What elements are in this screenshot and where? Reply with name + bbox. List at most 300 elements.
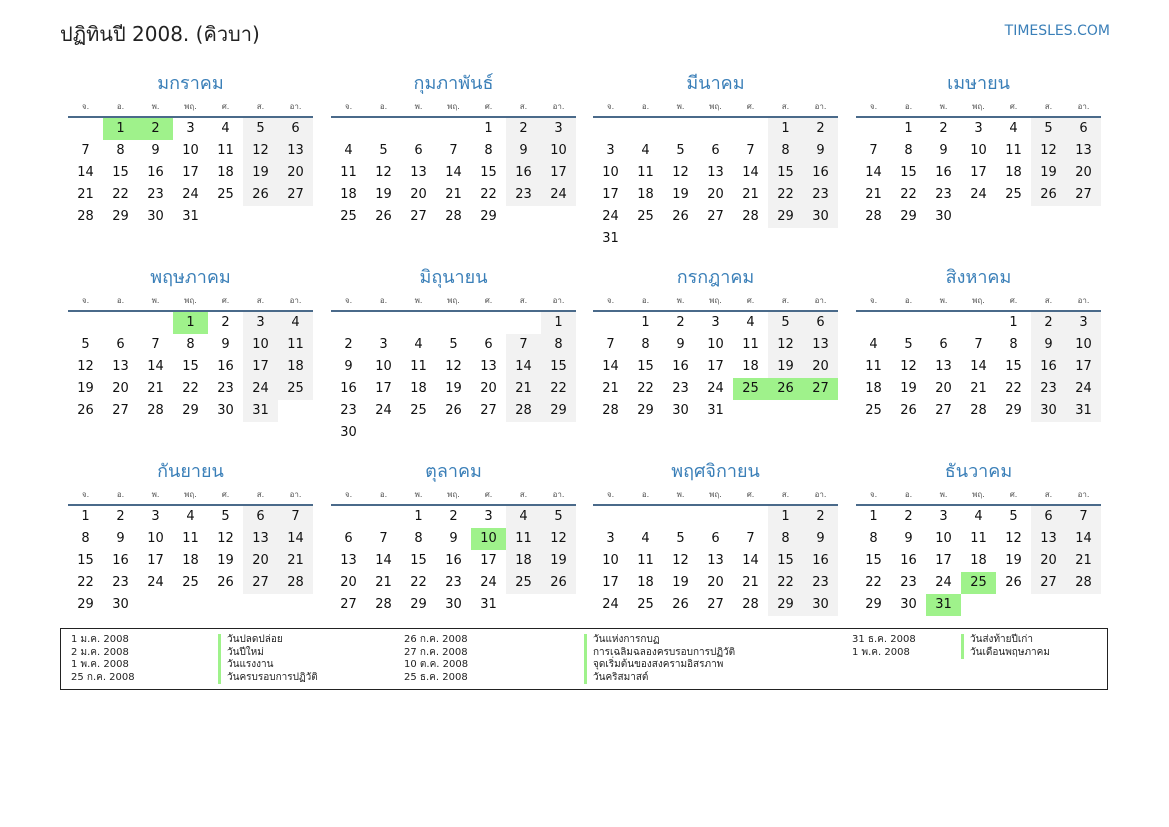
day-cell: 29 [112, 209, 129, 224]
day-cell: 8 [768, 140, 803, 162]
day-cell: 5 [1031, 118, 1066, 140]
weekday-header: พ. [138, 486, 173, 506]
empty-cell [628, 506, 663, 528]
day-cell: 13 [935, 359, 952, 374]
day-cell: 23 [506, 184, 541, 206]
day-cell: 17 [602, 187, 619, 202]
day-cell: 5 [449, 337, 458, 352]
weekday-header: อา. [1066, 98, 1101, 118]
day-cell: 28 [278, 572, 313, 594]
day-cell: 12 [541, 528, 576, 550]
day-cell: 19 [375, 187, 392, 202]
day-cell: 24 [602, 209, 619, 224]
empty-cell [331, 118, 366, 140]
legend-holiday-name: วันปลดปล่อย [218, 634, 283, 647]
day-cell: 8 [81, 531, 90, 546]
day-cell: 21 [278, 550, 313, 572]
weekday-header: ศ. [208, 486, 243, 506]
day-cell: 11 [217, 143, 234, 158]
day-cell: 24 [602, 597, 619, 612]
day-cell: 26 [243, 184, 278, 206]
day-cell: 29 [541, 400, 576, 422]
day-cell: 1 [641, 315, 650, 330]
weekday-header: ศ. [733, 98, 768, 118]
day-cell: 8 [414, 531, 423, 546]
weekday-header: จ. [68, 98, 103, 118]
legend-date: 26 ก.ค. 2008 [404, 634, 468, 645]
weekday-header: จ. [331, 486, 366, 506]
weekday-header: ส. [506, 292, 541, 312]
day-cell: 29 [1005, 403, 1022, 418]
day-cell: 6 [711, 531, 720, 546]
day-cell: 6 [711, 143, 720, 158]
month-grid [856, 486, 1101, 616]
day-cell: 10 [243, 334, 278, 356]
empty-cell [733, 118, 768, 140]
day-cell: 25 [410, 403, 427, 418]
day-cell: 29 [77, 597, 94, 612]
holiday-day-cell: 10 [471, 528, 506, 550]
empty-cell [331, 312, 366, 334]
day-cell: 16 [803, 550, 838, 572]
day-cell: 26 [1031, 184, 1066, 206]
weekday-header: อา. [1066, 292, 1101, 312]
day-cell: 7 [1066, 506, 1101, 528]
day-cell: 20 [803, 356, 838, 378]
month-grid [593, 486, 838, 616]
month-grid [68, 486, 313, 616]
day-cell: 17 [182, 165, 199, 180]
day-cell: 21 [147, 381, 164, 396]
day-cell: 12 [672, 553, 689, 568]
day-cell: 1 [81, 509, 90, 524]
day-cell: 9 [221, 337, 230, 352]
weekday-header: ส. [243, 486, 278, 506]
month-name: มิถุนายน [419, 267, 488, 288]
weekday-header: อ. [366, 292, 401, 312]
legend-date: 25 ก.ค. 2008 [71, 671, 135, 683]
day-cell: 27 [480, 403, 497, 418]
day-cell: 5 [1009, 509, 1018, 524]
day-cell: 7 [606, 337, 615, 352]
day-cell: 11 [410, 359, 427, 374]
day-cell: 14 [742, 165, 759, 180]
holiday-day-cell: 26 [768, 378, 803, 400]
weekday-header: จ. [331, 292, 366, 312]
day-cell: 23 [803, 184, 838, 206]
month-grid [856, 292, 1101, 422]
day-cell: 26 [541, 572, 576, 594]
day-cell: 16 [900, 553, 917, 568]
weekday-header: ส. [1031, 292, 1066, 312]
month-name: กันยายน [157, 461, 224, 482]
weekday-header: พฤ. [436, 98, 471, 118]
day-cell: 17 [375, 381, 392, 396]
legend-date: 2 ม.ค. 2008 [71, 646, 129, 658]
empty-cell [733, 506, 768, 528]
day-cell: 28 [445, 209, 462, 224]
weekday-header: พฤ. [961, 486, 996, 506]
day-cell: 11 [637, 165, 654, 180]
day-cell: 10 [147, 531, 164, 546]
site-link[interactable]: TIMESLES.COM [1004, 23, 1110, 39]
day-cell: 25 [340, 209, 357, 224]
legend-date: 1 พ.ค. 2008 [71, 659, 129, 670]
day-cell: 28 [865, 209, 882, 224]
holiday-day-cell: 25 [733, 378, 768, 400]
day-cell: 15 [410, 553, 427, 568]
day-cell: 21 [77, 187, 94, 202]
empty-cell [506, 312, 541, 334]
day-cell: 11 [340, 165, 357, 180]
weekday-header: พ. [401, 486, 436, 506]
day-cell: 10 [182, 143, 199, 158]
day-cell: 18 [182, 553, 199, 568]
day-cell: 10 [970, 143, 987, 158]
day-cell: 23 [217, 381, 234, 396]
holiday-day-cell: 31 [926, 594, 961, 616]
day-cell: 12 [217, 531, 234, 546]
day-cell: 23 [445, 575, 462, 590]
day-cell: 30 [340, 425, 357, 440]
day-cell: 20 [1066, 162, 1101, 184]
day-cell: 18 [637, 187, 654, 202]
day-cell: 11 [506, 528, 541, 550]
day-cell: 12 [900, 359, 917, 374]
day-cell: 3 [379, 337, 388, 352]
day-cell: 28 [742, 209, 759, 224]
day-cell: 5 [221, 509, 230, 524]
day-cell: 21 [506, 378, 541, 400]
day-cell: 25 [217, 187, 234, 202]
day-cell: 21 [970, 381, 987, 396]
day-cell: 18 [742, 359, 759, 374]
weekday-header: พ. [401, 292, 436, 312]
weekday-header: พฤ. [961, 98, 996, 118]
weekday-header: พฤ. [173, 98, 208, 118]
day-cell: 22 [182, 381, 199, 396]
weekday-header: อา. [803, 292, 838, 312]
day-cell: 29 [768, 594, 803, 616]
month-block [68, 70, 313, 228]
day-cell: 7 [746, 531, 755, 546]
day-cell: 19 [1031, 162, 1066, 184]
legend-holiday-name: วันแห่งการกบฏ [584, 634, 660, 647]
day-cell: 19 [672, 187, 689, 202]
day-cell: 7 [869, 143, 878, 158]
day-cell: 20 [112, 381, 129, 396]
day-cell: 26 [445, 403, 462, 418]
day-cell: 15 [865, 553, 882, 568]
day-cell: 30 [147, 209, 164, 224]
day-cell: 19 [768, 356, 803, 378]
day-cell: 14 [742, 553, 759, 568]
day-cell: 27 [112, 403, 129, 418]
day-cell: 19 [217, 553, 234, 568]
legend-date: 31 ธ.ค. 2008 [852, 634, 916, 645]
day-cell: 21 [1066, 550, 1101, 572]
day-cell: 22 [865, 575, 882, 590]
day-cell: 9 [449, 531, 458, 546]
day-cell: 3 [1066, 312, 1101, 334]
empty-cell [138, 312, 173, 334]
day-cell: 24 [375, 403, 392, 418]
day-cell: 27 [935, 403, 952, 418]
day-cell: 13 [410, 165, 427, 180]
weekday-header: อา. [541, 292, 576, 312]
day-cell: 29 [480, 209, 497, 224]
weekday-header: พ. [926, 292, 961, 312]
day-cell: 19 [900, 381, 917, 396]
weekday-header: พฤ. [173, 292, 208, 312]
legend-holiday-name: วันส่งท้ายปีเก่า [961, 634, 1033, 647]
day-cell: 19 [445, 381, 462, 396]
weekday-header: ศ. [733, 486, 768, 506]
month-block [68, 264, 313, 422]
month-name: เมษายน [947, 73, 1010, 94]
day-cell: 10 [541, 140, 576, 162]
day-cell: 29 [182, 403, 199, 418]
day-cell: 13 [707, 553, 724, 568]
weekday-header: ศ. [996, 292, 1031, 312]
day-cell: 30 [900, 597, 917, 612]
day-cell: 9 [803, 528, 838, 550]
day-cell: 1 [768, 506, 803, 528]
day-cell: 28 [602, 403, 619, 418]
day-cell: 14 [1066, 528, 1101, 550]
legend-date: 25 ธ.ค. 2008 [404, 671, 468, 683]
day-cell: 15 [900, 165, 917, 180]
day-cell: 13 [1031, 528, 1066, 550]
weekday-header: พ. [926, 98, 961, 118]
day-cell: 11 [865, 359, 882, 374]
day-cell: 12 [768, 334, 803, 356]
weekday-header: ศ. [208, 292, 243, 312]
day-cell: 15 [768, 550, 803, 572]
empty-cell [366, 312, 401, 334]
day-cell: 10 [602, 553, 619, 568]
weekday-header: อ. [366, 486, 401, 506]
month-block [593, 458, 838, 616]
day-cell: 3 [606, 143, 615, 158]
day-cell: 30 [672, 403, 689, 418]
day-cell: 6 [1066, 118, 1101, 140]
empty-cell [663, 118, 698, 140]
day-cell: 9 [676, 337, 685, 352]
weekday-header: อ. [891, 98, 926, 118]
day-cell: 4 [974, 509, 983, 524]
empty-cell [698, 118, 733, 140]
day-cell: 9 [904, 531, 913, 546]
day-cell: 22 [77, 575, 94, 590]
day-cell: 26 [900, 403, 917, 418]
empty-cell [103, 312, 138, 334]
day-cell: 5 [81, 337, 90, 352]
empty-cell [331, 506, 366, 528]
weekday-header: ส. [1031, 486, 1066, 506]
month-grid [856, 98, 1101, 228]
day-cell: 21 [445, 187, 462, 202]
day-cell: 17 [480, 553, 497, 568]
page-title: ปฏิทินปี 2008. (คิวบา) [60, 22, 260, 46]
day-cell: 16 [112, 553, 129, 568]
day-cell: 31 [707, 403, 724, 418]
day-cell: 14 [970, 359, 987, 374]
empty-cell [593, 312, 628, 334]
weekday-header: อา. [541, 98, 576, 118]
day-cell: 16 [147, 165, 164, 180]
day-cell: 2 [506, 118, 541, 140]
day-cell: 22 [768, 572, 803, 594]
weekday-header: พ. [663, 98, 698, 118]
month-block [331, 264, 576, 444]
month-name: พฤษภาคม [150, 267, 231, 288]
legend-date: 1 พ.ค. 2008 [852, 646, 910, 658]
day-cell: 17 [970, 165, 987, 180]
day-cell: 3 [151, 509, 160, 524]
weekday-header: อา. [803, 98, 838, 118]
day-cell: 21 [742, 187, 759, 202]
day-cell: 27 [243, 572, 278, 594]
day-cell: 2 [803, 118, 838, 140]
day-cell: 7 [506, 334, 541, 356]
day-cell: 20 [935, 381, 952, 396]
day-cell: 7 [449, 143, 458, 158]
day-cell: 26 [1005, 575, 1022, 590]
day-cell: 22 [112, 187, 129, 202]
weekday-header: พฤ. [961, 292, 996, 312]
day-cell: 22 [900, 187, 917, 202]
month-grid [68, 292, 313, 422]
day-cell: 7 [81, 143, 90, 158]
day-cell: 4 [869, 337, 878, 352]
day-cell: 29 [410, 597, 427, 612]
holiday-day-cell: 27 [803, 378, 838, 400]
day-cell: 8 [541, 334, 576, 356]
month-block [331, 458, 576, 616]
day-cell: 24 [243, 378, 278, 400]
day-cell: 11 [970, 531, 987, 546]
day-cell: 26 [672, 209, 689, 224]
day-cell: 30 [1031, 400, 1066, 422]
day-cell: 27 [1031, 572, 1066, 594]
day-cell: 2 [1031, 312, 1066, 334]
month-grid [331, 486, 576, 616]
day-cell: 9 [344, 359, 353, 374]
day-cell: 4 [344, 143, 353, 158]
weekday-header: อ. [103, 486, 138, 506]
day-cell: 8 [1009, 337, 1018, 352]
day-cell: 15 [182, 359, 199, 374]
month-grid [593, 98, 838, 250]
day-cell: 2 [449, 509, 458, 524]
day-cell: 26 [375, 209, 392, 224]
day-cell: 9 [1031, 334, 1066, 356]
day-cell: 24 [480, 575, 497, 590]
day-cell: 23 [1031, 378, 1066, 400]
empty-cell [366, 506, 401, 528]
day-cell: 3 [974, 121, 983, 136]
day-cell: 28 [77, 209, 94, 224]
weekday-header: ส. [768, 486, 803, 506]
day-cell: 2 [803, 506, 838, 528]
day-cell: 20 [1031, 550, 1066, 572]
month-grid [593, 292, 838, 422]
day-cell: 29 [900, 209, 917, 224]
day-cell: 20 [707, 187, 724, 202]
day-cell: 30 [217, 403, 234, 418]
day-cell: 17 [602, 575, 619, 590]
empty-cell [663, 506, 698, 528]
day-cell: 30 [803, 594, 838, 616]
legend-holiday-name: วันปีใหม่ [218, 647, 264, 660]
day-cell: 7 [746, 143, 755, 158]
day-cell: 18 [1005, 165, 1022, 180]
day-cell: 19 [1005, 553, 1022, 568]
day-cell: 2 [221, 315, 230, 330]
day-cell: 19 [243, 162, 278, 184]
day-cell: 25 [865, 403, 882, 418]
day-cell: 8 [116, 143, 125, 158]
empty-cell [436, 118, 471, 140]
day-cell: 9 [803, 140, 838, 162]
empty-cell [593, 118, 628, 140]
weekday-header: อา. [1066, 486, 1101, 506]
day-cell: 9 [939, 143, 948, 158]
day-cell: 12 [672, 165, 689, 180]
empty-cell [856, 312, 891, 334]
month-name: มีนาคม [686, 73, 745, 94]
holiday-day-cell: 2 [138, 118, 173, 140]
day-cell: 24 [970, 187, 987, 202]
day-cell: 23 [672, 381, 689, 396]
day-cell: 13 [707, 165, 724, 180]
day-cell: 24 [707, 381, 724, 396]
day-cell: 26 [672, 597, 689, 612]
day-cell: 24 [182, 187, 199, 202]
empty-cell [628, 118, 663, 140]
day-cell: 3 [711, 315, 720, 330]
day-cell: 4 [506, 506, 541, 528]
day-cell: 16 [217, 359, 234, 374]
day-cell: 22 [541, 378, 576, 400]
day-cell: 27 [278, 184, 313, 206]
day-cell: 1 [541, 312, 576, 334]
empty-cell [698, 506, 733, 528]
day-cell: 14 [506, 356, 541, 378]
weekday-header: ส. [243, 292, 278, 312]
day-cell: 31 [243, 400, 278, 422]
weekday-header: อา. [803, 486, 838, 506]
day-cell: 30 [803, 206, 838, 228]
day-cell: 21 [375, 575, 392, 590]
day-cell: 24 [1066, 378, 1101, 400]
weekday-header: จ. [856, 292, 891, 312]
day-cell: 18 [217, 165, 234, 180]
day-cell: 3 [541, 118, 576, 140]
day-cell: 7 [278, 506, 313, 528]
day-cell: 4 [641, 143, 650, 158]
day-cell: 25 [506, 572, 541, 594]
empty-cell [926, 312, 961, 334]
day-cell: 2 [344, 337, 353, 352]
day-cell: 12 [1005, 531, 1022, 546]
weekday-header: พฤ. [698, 486, 733, 506]
empty-cell [961, 312, 996, 334]
day-cell: 13 [112, 359, 129, 374]
weekday-header: จ. [856, 98, 891, 118]
weekday-header: อ. [366, 98, 401, 118]
